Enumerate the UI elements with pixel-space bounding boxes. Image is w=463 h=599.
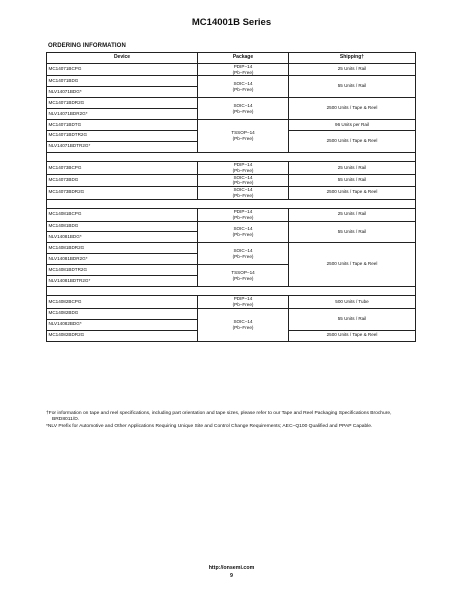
package-cell	[198, 243, 289, 265]
table-row	[47, 209, 416, 221]
table-row	[47, 98, 416, 109]
shipping-cell: 25 Units / Rail	[289, 162, 416, 174]
device-cell: MC14081BDR2G	[47, 243, 198, 254]
shipping-cell: 2500 Units / Tape & Reel	[289, 98, 416, 120]
table-row	[47, 76, 416, 87]
footnote-dagger: †For information on tape and reel specifications, including part orientation and tape sizes, please refer to our Tape and Reel Packaging Specifications Brochure, BRD8011/D.	[46, 411, 392, 423]
shipping-cell: 2500 Units / Tape & Reel	[289, 187, 416, 199]
package-cell	[198, 187, 289, 199]
package-cell	[198, 221, 289, 243]
package-cell	[198, 174, 289, 186]
shipping-cell: 55 Units / Rail	[289, 308, 416, 330]
package-cell	[198, 162, 289, 174]
device-cell: MC14081BDTR2G	[47, 265, 198, 276]
table-row	[47, 221, 416, 232]
package-note: (Pb−Free)	[232, 180, 254, 186]
package-note: (Pb−Free)	[232, 69, 254, 75]
device-cell: NLV14081BDR2G*	[47, 254, 198, 265]
device-cell: NLV14071BDR2G*	[47, 109, 198, 120]
table-spacer	[47, 152, 416, 162]
package-name: PDIP−14	[233, 162, 253, 168]
package-name: SOIC−14	[233, 318, 253, 324]
table-row	[47, 162, 416, 174]
device-cell: MC14082BDG	[47, 308, 198, 319]
page-title: MC14001B Series	[191, 17, 272, 28]
table-header-row	[47, 53, 416, 64]
package-cell	[198, 76, 289, 98]
package-cell	[198, 265, 289, 287]
section-title: ORDERING INFORMATION	[48, 43, 126, 49]
page-number: 9	[230, 573, 233, 579]
package-name: SOIC−14	[233, 226, 253, 232]
package-name: PDIP−14	[233, 296, 253, 302]
shipping-cell: 55 Units / Rail	[289, 76, 416, 98]
table-spacer	[47, 286, 416, 296]
package-note: (Pb−Free)	[232, 108, 254, 114]
shipping-cell: 96 Units per Rail	[289, 120, 416, 131]
column-header-device: Device	[47, 53, 198, 64]
device-cell: MC14073BDG	[47, 174, 198, 186]
table-row	[47, 120, 416, 131]
package-note: (Pb−Free)	[232, 135, 254, 141]
table-row	[47, 296, 416, 308]
package-note: (Pb−Free)	[232, 302, 254, 308]
shipping-cell: 25 Units / Rail	[289, 209, 416, 221]
package-cell	[198, 296, 289, 308]
column-header-shipping: Shipping†	[289, 53, 416, 64]
device-cell: NLV14071BDTR2G*	[47, 141, 198, 152]
shipping-cell: 2500 Units / Tape & Reel	[289, 330, 416, 341]
table-row	[47, 64, 416, 76]
package-note: (Pb−Free)	[232, 275, 254, 281]
device-cell: MC14071BDTR2G	[47, 130, 198, 141]
package-name: SOIC−14	[233, 81, 253, 87]
shipping-cell: 55 Units / Rail	[289, 174, 416, 186]
table-row	[47, 243, 416, 254]
package-name: SOIC−14	[233, 187, 253, 193]
package-name: TSSOP−14	[231, 130, 255, 136]
device-cell: NLV14081BDTR2G*	[47, 276, 198, 287]
device-cell: MC14081BDG	[47, 221, 198, 232]
package-note: (Pb−Free)	[232, 231, 254, 237]
device-cell: NLV14081BDG*	[47, 232, 198, 243]
shipping-cell: 2500 Units / Tape & Reel	[289, 243, 416, 287]
device-cell: MC14071BDG	[47, 76, 198, 87]
table-row	[47, 187, 416, 199]
table-spacer	[47, 199, 416, 209]
footer-url[interactable]: http://onsemi.com	[208, 565, 255, 571]
shipping-cell: 55 Units / Rail	[289, 221, 416, 243]
package-note: (Pb−Free)	[232, 253, 254, 259]
package-note: (Pb−Free)	[232, 324, 254, 330]
footnote-asterisk: *NLV Prefix for Automotive and Other Applications Requiring Unique Site and Control Change Requirements; AEC−Q100 Qualified and PPAP Capable.	[46, 424, 373, 430]
package-cell	[198, 308, 289, 341]
shipping-cell: 25 Units / Rail	[289, 64, 416, 76]
package-cell	[198, 64, 289, 76]
device-cell: MC14071BDTG	[47, 120, 198, 131]
package-name: PDIP−14	[233, 64, 253, 69]
column-header-package: Package	[198, 53, 289, 64]
shipping-cell: 2500 Units / Tape & Reel	[289, 130, 416, 152]
package-name: SOIC−14	[233, 102, 253, 108]
device-cell: MC14073BDR2G	[47, 187, 198, 199]
device-cell: NLV14082BDG*	[47, 319, 198, 330]
device-cell: MC14081BCPG	[47, 209, 198, 221]
package-cell	[198, 209, 289, 221]
device-cell: MC14082BDR2G	[47, 330, 198, 341]
package-note: (Pb−Free)	[232, 214, 254, 220]
footnotes	[46, 411, 415, 431]
device-cell: NLV14071BDG*	[47, 87, 198, 98]
device-cell: MC14071BDR2G	[47, 98, 198, 109]
device-cell: MC14073BCPG	[47, 162, 198, 174]
device-cell: MC14071BCPG	[47, 64, 198, 76]
table-row	[47, 308, 416, 319]
shipping-cell: 500 Units / Tube	[289, 296, 416, 308]
package-name: SOIC−14	[233, 174, 253, 180]
package-cell	[198, 98, 289, 120]
package-name: PDIP−14	[233, 209, 253, 215]
package-name: TSSOP−14	[231, 269, 255, 275]
table-row	[47, 174, 416, 186]
package-note: (Pb−Free)	[232, 167, 254, 173]
package-cell	[198, 120, 289, 153]
ordering-table	[46, 52, 416, 342]
device-cell: MC14082BCPG	[47, 296, 198, 308]
package-name: SOIC−14	[233, 248, 253, 254]
package-note: (Pb−Free)	[232, 192, 254, 198]
package-note: (Pb−Free)	[232, 86, 254, 92]
